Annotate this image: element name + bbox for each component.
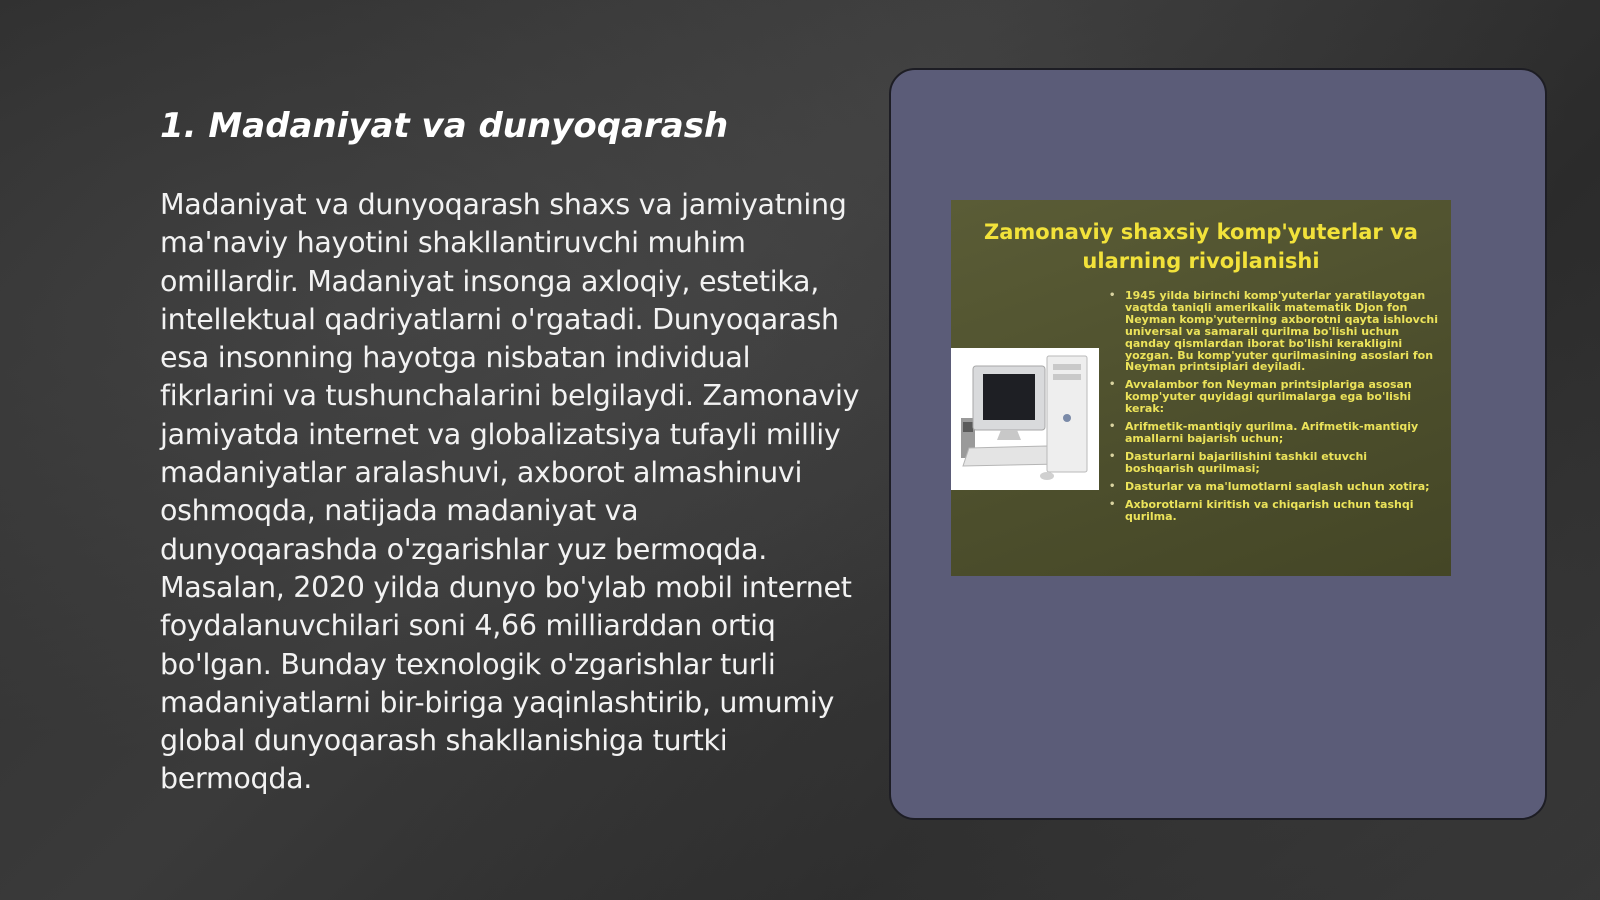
embedded-slide-title: Zamonaviy shaxsiy komp'yuterlar va ularning rivojlanishi [984, 220, 1418, 273]
embedded-slide-bullets [1109, 290, 1439, 528]
embedded-slide-image [951, 200, 1451, 576]
list-item: • 1945 yilda birinchi komp'yuterlar yaratilayotgan vaqtda taniqli amerikalik matematik Djon fon Neyman komp'yuterning axborotni qayta ishlovchi universal va samarali qurilma bo'lishi uchun qanday qismlardan iborat bo'lishi kerakligini yozgan. Bu komp'yuter qurilmasining asoslari fon Neyman printsiplari deyiladi. [1109, 289, 1438, 374]
desktop-computer-icon [951, 348, 1099, 490]
list-item: • Dasturlar va ma'lumotlarni saqlash uchun xotira; [1109, 479, 1430, 493]
bullet-icon: • [1109, 421, 1116, 433]
list-item: • Axborotlarni kiritish va chiqarish uchun tashqi qurilma. [1109, 497, 1414, 523]
list-item: • Dasturlarni bajarilishini tashkil etuvchi boshqarish qurilmasi; [1109, 449, 1368, 475]
slide-title: 1. Madaniyat va dunyoqarash [160, 106, 729, 146]
bullet-icon: • [1109, 498, 1116, 510]
bullet-icon: • [1109, 480, 1116, 492]
image-panel [889, 68, 1547, 820]
list-item: • Arifmetik-mantiqiy qurilma. Arifmetik-mantiqiy amallarni bajarish uchun; [1109, 420, 1419, 445]
list-item: • Avvalambor fon Neyman printsiplariga asosan komp'yuter quyidagi qurilmalarga ega bo'lishi kerak: [1109, 378, 1412, 416]
bullet-icon: • [1109, 379, 1116, 391]
bullet-icon: • [1109, 450, 1116, 462]
slide-body-text: Madaniyat va dunyoqarash shaxs va jamiyatning ma'naviy hayotini shakllantiruvchi muhim omillardir. Madaniyat insonga axloqiy, estetika, intellektual qadriyatlarni o'rgatadi. Dunyoqarash esa insonning hayotga nisbatan individual fikrlarini va tushunchalarini belgilaydi. Zamonaviy jamiyatda internet va globalizatsiya tufayli milliy madaniyatlar aralashuvi, axborot almashinuvi oshmoqda, natijada madaniyat va dunyoqarashda o'zgarishlar yuz bermoqda. Masalan, 2020 yilda dunyo bo'ylab mobil internet foydalanuvchilari soni 4,66 milliarddan ortiq bo'lgan. Bunday texnologik o'zgarishlar turli madaniyatlarni bir-biriga yaqinlashtirib, umumiy global dunyoqarash shakllanishiga turtki bermoqda. [160, 188, 860, 796]
bullet-icon: • [1109, 290, 1116, 301]
